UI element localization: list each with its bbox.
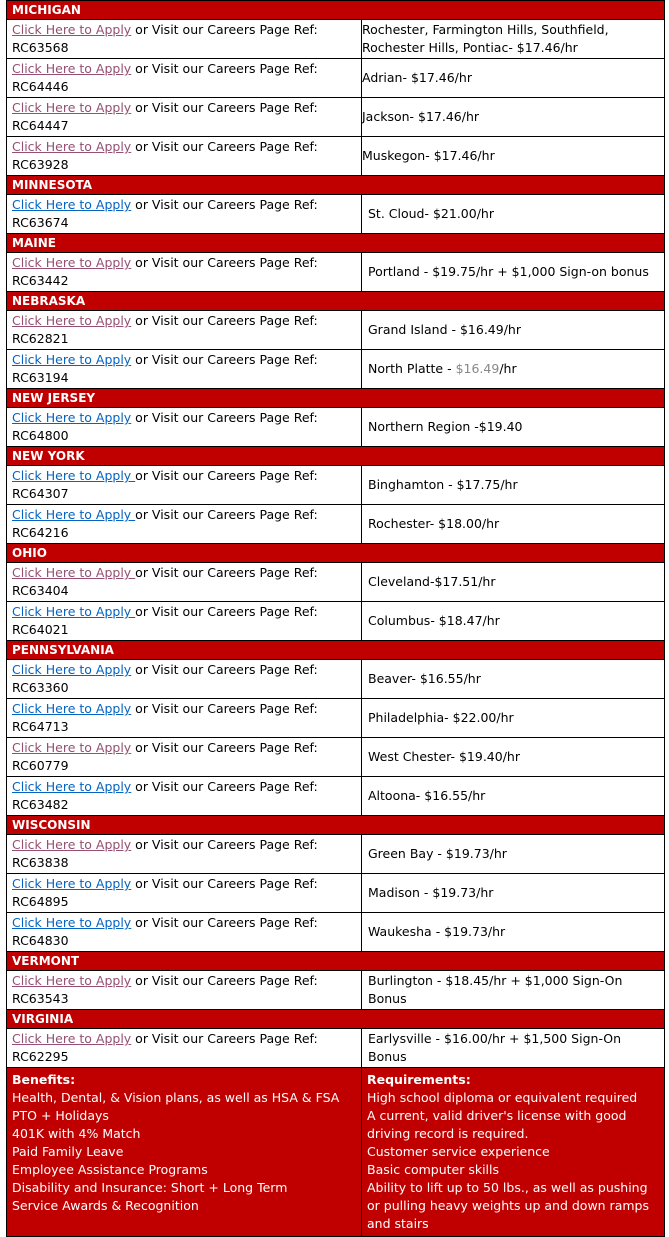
careers-page-text: or Visit our Careers Page Ref: (135, 507, 318, 522)
location-pay: Waukesha - $19.73/hr (368, 924, 506, 939)
job-ref-number: RC64830 (12, 933, 69, 948)
job-ref-number: RC64307 (12, 486, 69, 501)
careers-page-text: or Visit our Careers Page Ref: (131, 1031, 318, 1046)
apply-cell (7, 660, 362, 699)
apply-cell (7, 505, 362, 544)
state-header: NEW YORK (7, 447, 665, 466)
state-header-row (7, 544, 665, 563)
job-ref-number: RC63838 (12, 855, 69, 870)
apply-link[interactable]: Click Here to Apply (12, 915, 132, 930)
apply-cell (7, 971, 362, 1010)
job-row (7, 602, 665, 641)
careers-page-text: or Visit our Careers Page Ref: (131, 876, 318, 891)
job-ref-number: RC63674 (12, 215, 69, 230)
careers-page-text: or Visit our Careers Page Ref: (131, 61, 318, 76)
apply-link[interactable]: Click Here to Apply (12, 876, 132, 891)
requirements-item: High school diploma or equivalent required (367, 1090, 638, 1105)
apply-link[interactable]: Click Here to Apply (12, 410, 132, 425)
careers-page-text: or Visit our Careers Page Ref: (131, 740, 318, 755)
job-row (7, 777, 665, 816)
careers-page-text: or Visit our Careers Page Ref: (131, 22, 318, 37)
apply-cell (7, 777, 362, 816)
job-row (7, 563, 665, 602)
location-pay: Columbus- $18.47/hr (368, 613, 500, 628)
location-pay: Rochester, Farmington Hills, Southfield, Rochester Hills, Pontiac- $17.46/hr (362, 22, 609, 55)
apply-cell (7, 835, 362, 874)
careers-page-text: or Visit our Careers Page Ref: (135, 604, 318, 619)
apply-cell (7, 98, 362, 137)
location-pay: Altoona- $16.55/hr (368, 788, 486, 803)
location-pay: Muskegon- $17.46/hr (362, 148, 495, 163)
job-row (7, 699, 665, 738)
location-pay: Burlington - $18.45/hr + $1,000 Sign-On Bonus (368, 973, 623, 1006)
apply-link[interactable]: Click Here to Apply (12, 197, 132, 212)
jobs-table-body (7, 1, 665, 1237)
location-pay: Northern Region -$19.40 (368, 419, 523, 434)
requirements-item: Basic computer skills (367, 1162, 500, 1177)
careers-page-text: or Visit our Careers Page Ref: (131, 837, 318, 852)
apply-link[interactable]: Click Here to Apply (12, 1031, 132, 1046)
location-pay-cell (362, 505, 665, 544)
location-pay-cell (362, 350, 665, 389)
location-pay: Philadelphia- $22.00/hr (368, 710, 514, 725)
job-row (7, 350, 665, 389)
apply-cell (7, 699, 362, 738)
state-header-row (7, 816, 665, 835)
job-row (7, 466, 665, 505)
location-pay: St. Cloud- $21.00/hr (368, 206, 494, 221)
careers-page-text: or Visit our Careers Page Ref: (131, 410, 318, 425)
location-pay-cell (362, 835, 665, 874)
location-pay-cell (362, 311, 665, 350)
location-pay-cell (362, 20, 665, 59)
apply-link[interactable]: Click Here to Apply (12, 662, 132, 677)
careers-page-text: or Visit our Careers Page Ref: (135, 565, 318, 580)
apply-cell (7, 195, 362, 234)
requirements-item: A current, valid driver's license with good driving record is required. (367, 1108, 627, 1141)
job-row (7, 195, 665, 234)
job-ref-number: RC64713 (12, 719, 69, 734)
location-pay-tail: /hr (499, 361, 517, 376)
job-ref-number: RC63404 (12, 583, 69, 598)
requirements-cell (362, 1068, 665, 1237)
state-header: MICHIGAN (7, 1, 665, 20)
apply-cell (7, 408, 362, 447)
location-pay-cell (362, 738, 665, 777)
careers-page-text: or Visit our Careers Page Ref: (131, 701, 318, 716)
apply-cell (7, 466, 362, 505)
job-row (7, 311, 665, 350)
location-pay-cell (362, 59, 665, 98)
state-header-row (7, 952, 665, 971)
job-row (7, 971, 665, 1010)
apply-cell (7, 602, 362, 641)
state-header: NEBRASKA (7, 292, 665, 311)
location-pay: Portland - $19.75/hr + $1,000 Sign-on bonus (368, 264, 649, 279)
state-header-row (7, 447, 665, 466)
job-ref-number: RC63360 (12, 680, 69, 695)
job-ref-number: RC64447 (12, 118, 69, 133)
state-header-row (7, 234, 665, 253)
state-header: MINNESOTA (7, 176, 665, 195)
job-ref-number: RC64021 (12, 622, 69, 637)
job-ref-number: RC63442 (12, 273, 69, 288)
apply-link[interactable]: Click Here to Apply (12, 352, 132, 367)
careers-page-text: or Visit our Careers Page Ref: (131, 973, 318, 988)
careers-page-text: or Visit our Careers Page Ref: (131, 100, 318, 115)
location-pay-cell (362, 777, 665, 816)
location-pay: West Chester- $19.40/hr (368, 749, 520, 764)
apply-link[interactable]: Click Here to Apply (12, 740, 132, 755)
state-header-row (7, 1, 665, 20)
careers-page-text: or Visit our Careers Page Ref: (131, 197, 318, 212)
location-pay: Binghamton - $17.75/hr (368, 477, 518, 492)
job-row (7, 738, 665, 777)
location-pay: Cleveland-$17.51/hr (368, 574, 496, 589)
location-pay-cell (362, 253, 665, 292)
careers-page-text: or Visit our Careers Page Ref: (131, 779, 318, 794)
job-ref-number: RC62821 (12, 331, 69, 346)
state-header: OHIO (7, 544, 665, 563)
location-pay: Adrian- $17.46/hr (362, 70, 472, 85)
apply-cell (7, 738, 362, 777)
careers-page-text: or Visit our Careers Page Ref: (131, 139, 318, 154)
state-header: NEW JERSEY (7, 389, 665, 408)
job-ref-number: RC63543 (12, 991, 69, 1006)
location-pay-cell (362, 98, 665, 137)
job-ref-number: RC63568 (12, 40, 69, 55)
job-row (7, 505, 665, 544)
apply-link[interactable]: Click Here to Apply (12, 255, 132, 270)
jobs-table (6, 0, 665, 1237)
apply-link[interactable]: Click Here to Apply (12, 61, 132, 76)
benefits-item: Health, Dental, & Vision plans, as well as HSA & FSA (12, 1090, 340, 1105)
job-ref-number: RC64800 (12, 428, 69, 443)
apply-cell (7, 311, 362, 350)
job-row (7, 20, 665, 59)
apply-link[interactable]: Click Here to Apply (12, 468, 136, 483)
location-pay: Green Bay - $19.73/hr (368, 846, 507, 861)
apply-cell (7, 20, 362, 59)
job-ref-number: RC63194 (12, 370, 69, 385)
careers-page-text: or Visit our Careers Page Ref: (131, 255, 318, 270)
apply-cell (7, 563, 362, 602)
location-pay: Madison - $19.73/hr (368, 885, 494, 900)
job-row (7, 660, 665, 699)
location-pay: Earlysville - $16.00/hr + $1,500 Sign-On Bonus (368, 1031, 622, 1064)
location-pay-cell (362, 466, 665, 505)
benefits-cell (7, 1068, 362, 1237)
benefits-item: Service Awards & Recognition (12, 1198, 199, 1213)
state-header: MAINE (7, 234, 665, 253)
careers-page-text: or Visit our Careers Page Ref: (131, 915, 318, 930)
location-pay-cell (362, 699, 665, 738)
state-header: WISCONSIN (7, 816, 665, 835)
job-row (7, 874, 665, 913)
apply-link[interactable]: Click Here to Apply (12, 313, 132, 328)
location-pay-cell (362, 408, 665, 447)
apply-link[interactable]: Click Here to Apply (12, 100, 132, 115)
location-pay: North Platte - (368, 361, 456, 376)
location-pay-cell (362, 660, 665, 699)
location-pay-cell (362, 913, 665, 952)
apply-cell (7, 59, 362, 98)
state-header: VIRGINIA (7, 1010, 665, 1029)
location-pay: Grand Island - $16.49/hr (368, 322, 521, 337)
job-ref-number: RC60779 (12, 758, 69, 773)
apply-cell (7, 253, 362, 292)
job-row (7, 835, 665, 874)
job-row (7, 98, 665, 137)
apply-link[interactable]: Click Here to Apply (12, 22, 132, 37)
apply-link[interactable]: Click Here to Apply (12, 507, 136, 522)
apply-link[interactable]: Click Here to Apply (12, 779, 132, 794)
benefits-heading: Benefits: (12, 1072, 76, 1087)
state-header-row (7, 641, 665, 660)
location-pay-cell (362, 137, 665, 176)
benefits-item: Paid Family Leave (12, 1144, 124, 1159)
benefits-item: PTO + Holidays (12, 1108, 109, 1123)
job-ref-number: RC64216 (12, 525, 69, 540)
apply-cell (7, 913, 362, 952)
job-ref-number: RC62295 (12, 1049, 69, 1064)
state-header-row (7, 292, 665, 311)
requirements-item: Customer service experience (367, 1144, 550, 1159)
requirements-item: Ability to lift up to 50 lbs., as well as pushing or pulling heavy weights up and down ramps and stairs (367, 1180, 649, 1231)
job-row (7, 253, 665, 292)
job-row (7, 59, 665, 98)
job-row (7, 137, 665, 176)
location-pay-cell (362, 602, 665, 641)
job-ref-number: RC64895 (12, 894, 69, 909)
location-pay: Rochester- $18.00/hr (368, 516, 500, 531)
careers-page-text: or Visit our Careers Page Ref: (131, 662, 318, 677)
careers-page-text: or Visit our Careers Page Ref: (135, 468, 318, 483)
careers-page-text: or Visit our Careers Page Ref: (131, 313, 318, 328)
job-ref-number: RC63928 (12, 157, 69, 172)
apply-link[interactable]: Click Here to Apply (12, 973, 132, 988)
job-ref-number: RC63482 (12, 797, 69, 812)
benefits-item: Disability and Insurance: Short + Long Term (12, 1180, 288, 1195)
state-header-row (7, 1010, 665, 1029)
location-pay-cell (362, 1029, 665, 1068)
state-header-row (7, 176, 665, 195)
apply-cell (7, 874, 362, 913)
footer-row (7, 1068, 665, 1237)
state-header: VERMONT (7, 952, 665, 971)
location-pay-cell (362, 563, 665, 602)
location-pay-muted: $16.49 (455, 361, 500, 376)
apply-link[interactable]: Click Here to Apply (12, 701, 132, 716)
apply-link[interactable]: Click Here to Apply (12, 139, 132, 154)
job-row (7, 913, 665, 952)
benefits-item: 401K with 4% Match (12, 1126, 141, 1141)
requirements-heading: Requirements: (367, 1072, 471, 1087)
careers-page-text: or Visit our Careers Page Ref: (131, 352, 318, 367)
apply-link[interactable]: Click Here to Apply (12, 604, 136, 619)
apply-link[interactable]: Click Here to Apply (12, 565, 136, 580)
apply-cell (7, 350, 362, 389)
job-ref-number: RC64446 (12, 79, 69, 94)
location-pay: Jackson- $17.46/hr (362, 109, 480, 124)
apply-cell (7, 137, 362, 176)
location-pay: Beaver- $16.55/hr (368, 671, 481, 686)
benefits-item: Employee Assistance Programs (12, 1162, 208, 1177)
apply-cell (7, 1029, 362, 1068)
job-listings (6, 0, 664, 1237)
apply-link[interactable]: Click Here to Apply (12, 837, 132, 852)
location-pay-cell (362, 971, 665, 1010)
location-pay-cell (362, 874, 665, 913)
state-header: PENNSYLVANIA (7, 641, 665, 660)
job-row (7, 408, 665, 447)
state-header-row (7, 389, 665, 408)
location-pay-cell (362, 195, 665, 234)
job-row (7, 1029, 665, 1068)
